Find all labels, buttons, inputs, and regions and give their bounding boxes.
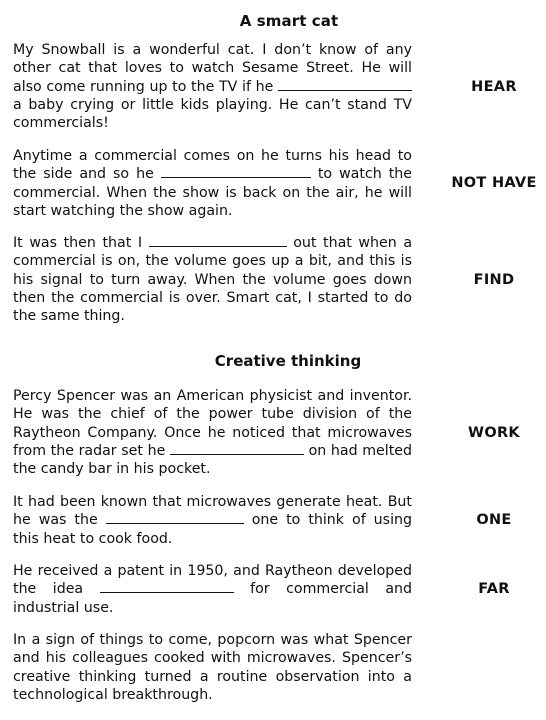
answer-blank[interactable]: [100, 580, 234, 593]
paragraph-text: He received a patent in 1950, and Raytheon developed the idea: [13, 563, 412, 598]
paragraph-text: out that when a commercial is on, the volume goes up a bit, and this is his signal to turn away. When the volume goes down then the commercial is over. Smart cat, I started to do the same thing.: [13, 235, 413, 325]
answer-blank[interactable]: [106, 511, 244, 524]
paragraph-text: on had melted the candy bar in his pocket.: [13, 442, 412, 478]
paragraph-text: for commercial and industrial use.: [13, 581, 413, 616]
paragraph-text: It had been known that microwaves generate heat. But he was the: [13, 494, 412, 529]
section-title-creative-thinking: Creative thinking: [214, 352, 362, 370]
paragraph-text: Anytime a commercial comes on he turns his head to the side and so he: [13, 148, 412, 183]
paragraph-text: one to think of using this heat to cook food.: [13, 512, 413, 547]
section-title-smart-cat: A smart cat: [239, 12, 339, 30]
paragraph-text: In a sign of things to come, popcorn was what Spencer and his colleagues cooked with microwaves. Spencer’s creative thinking turned a routine observation into a technological breakthrough.: [13, 632, 412, 703]
keyword-find: FIND: [473, 272, 515, 288]
paragraph-text: Percy Spencer was an American physicist and inventor. He was the chief of the power tube division of the Raytheon Company. Once he noticed that microwaves from the radar set he: [13, 388, 412, 459]
paragraph-creative-4: [13, 631, 412, 704]
keyword-not-have: NOT HAVE: [451, 175, 537, 191]
answer-blank[interactable]: [149, 234, 287, 247]
keyword-work: WORK: [468, 425, 520, 441]
answer-blank[interactable]: [161, 165, 311, 178]
keyword-far: FAR: [478, 581, 510, 597]
answer-blank[interactable]: [170, 442, 304, 455]
paragraph-text: a baby crying or little kids playing. He can’t stand TV commercials!: [13, 96, 412, 132]
answer-blank[interactable]: [278, 78, 412, 91]
paragraph-text: to watch the commercial. When the show is back on the air, he will start watching the show again.: [13, 166, 412, 219]
paragraph-creative-3: [13, 562, 412, 617]
paragraph-text: My Snowball is a wonderful cat. I don’t know of any other cat that loves to watch Sesame Street. He will also come running up to the TV if he: [13, 42, 412, 95]
paragraph-smart-cat-1: [13, 41, 412, 132]
paragraph-smart-cat-2: [13, 147, 412, 220]
paragraph-creative-1: [13, 387, 412, 478]
keyword-hear: HEAR: [471, 79, 517, 95]
keyword-one: ONE: [476, 512, 512, 528]
paragraph-text: It was then that I: [13, 235, 143, 251]
paragraph-creative-2: [13, 493, 412, 548]
paragraph-smart-cat-3: [13, 234, 412, 325]
